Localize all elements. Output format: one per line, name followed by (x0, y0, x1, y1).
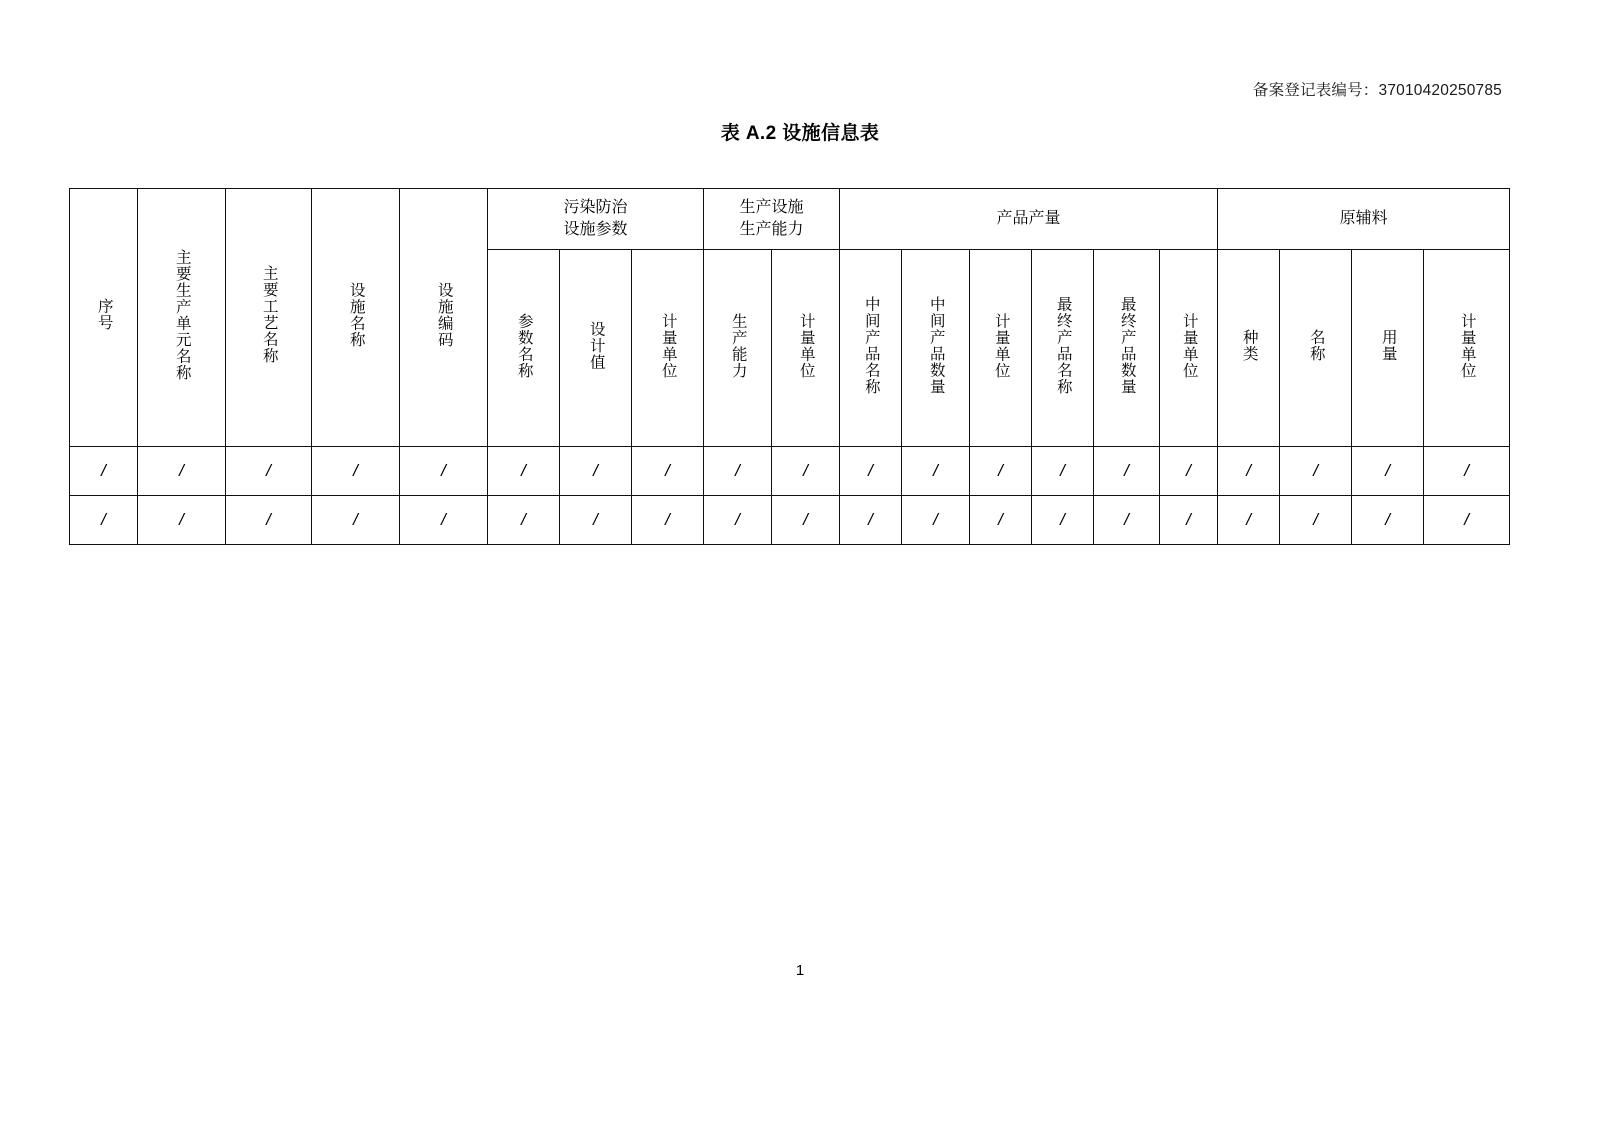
header-design-value (560, 250, 632, 447)
header-parameter-name-label: 参数名称 (515, 312, 533, 379)
cell-value: / (735, 510, 740, 529)
facility-info-table-wrapper (69, 188, 1509, 545)
cell (970, 496, 1032, 545)
page-number: 1 (795, 962, 805, 979)
cell (1218, 447, 1280, 496)
cell (138, 496, 226, 545)
cell (632, 447, 704, 496)
cell (560, 496, 632, 545)
header-unit-5-label: 计量单位 (1458, 312, 1476, 379)
facility-info-table (69, 188, 1510, 545)
header-main-production-unit-label: 主要生产单元名称 (173, 248, 191, 381)
cell (704, 496, 772, 545)
cell (1424, 447, 1510, 496)
header-group-pollution-control-line1: 污染防治 设施参数 (563, 199, 628, 238)
cell-value: / (933, 461, 938, 480)
header-capacity-label: 生产能力 (729, 312, 747, 379)
header-final-product-quantity-label: 最终产品数量 (1118, 296, 1136, 395)
cell-value: / (665, 510, 670, 529)
cell (226, 496, 312, 545)
cell-value: / (1124, 461, 1129, 480)
header-group-raw-materials-label: 原辅料 (1339, 210, 1388, 228)
header-index-label: 序号 (95, 298, 113, 331)
cell-value: / (179, 461, 184, 480)
header-unit-2-label: 计量单位 (797, 312, 815, 379)
cell (400, 447, 488, 496)
cell (1032, 447, 1094, 496)
cell (312, 447, 400, 496)
header-group-pollution-control (488, 189, 704, 250)
cell (1424, 496, 1510, 545)
cell-value: / (1464, 510, 1469, 529)
cell (1094, 447, 1160, 496)
header-index (70, 189, 138, 447)
header-parameter-name (488, 250, 560, 447)
registration-number: 备案登记表编号：37010420250785 (1252, 82, 1502, 99)
table-group-header-row (70, 189, 1510, 250)
cell (226, 447, 312, 496)
cell-value: / (868, 461, 873, 480)
header-material-category (1218, 250, 1280, 447)
cell-value: / (1313, 510, 1318, 529)
header-main-process-label: 主要工艺名称 (260, 265, 278, 364)
header-intermediate-product-name (840, 250, 902, 447)
cell-value: / (101, 461, 106, 480)
page-title: 表 A.2 设施信息表 (720, 123, 880, 144)
header-facility-code (400, 189, 488, 447)
header-group-production-capacity (704, 189, 840, 250)
header-material-name-label: 名称 (1307, 329, 1325, 362)
cell (1032, 496, 1094, 545)
cell (488, 496, 560, 545)
header-main-process (226, 189, 312, 447)
cell-value: / (803, 510, 808, 529)
cell-value: / (1124, 510, 1129, 529)
cell (1352, 496, 1424, 545)
cell (400, 496, 488, 545)
cell-value: / (179, 510, 184, 529)
header-unit-4-label: 计量单位 (1180, 312, 1198, 379)
cell (902, 447, 970, 496)
header-design-value-label: 设计值 (587, 320, 605, 371)
cell (560, 447, 632, 496)
header-unit-1-label: 计量单位 (659, 312, 677, 379)
header-group-raw-materials (1218, 189, 1510, 250)
header-unit-2 (772, 250, 840, 447)
cell-value: / (1186, 461, 1191, 480)
cell-value: / (441, 510, 446, 529)
header-material-amount (1352, 250, 1424, 447)
cell-value: / (868, 510, 873, 529)
cell-value: / (665, 461, 670, 480)
cell (632, 496, 704, 545)
cell-value: / (1060, 461, 1065, 480)
cell-value: / (593, 510, 598, 529)
header-intermediate-product-quantity (902, 250, 970, 447)
cell-value: / (998, 461, 1003, 480)
header-group-product-output (840, 189, 1218, 250)
cell (1218, 496, 1280, 545)
cell (70, 496, 138, 545)
cell (138, 447, 226, 496)
cell (840, 447, 902, 496)
cell-value: / (1385, 510, 1390, 529)
cell-value: / (1246, 461, 1251, 480)
header-final-product-quantity (1094, 250, 1160, 447)
cell-value: / (441, 461, 446, 480)
header-unit-3 (970, 250, 1032, 447)
cell-value: / (803, 461, 808, 480)
header-unit-3-label: 计量单位 (992, 312, 1010, 379)
cell-value: / (353, 510, 358, 529)
cell-value: / (1464, 461, 1469, 480)
cell-value: / (1060, 510, 1065, 529)
cell (1280, 496, 1352, 545)
header-group-production-capacity-line1: 生产设施 生产能力 (739, 199, 804, 238)
cell (1352, 447, 1424, 496)
cell (488, 447, 560, 496)
header-intermediate-product-quantity-label: 中间产品数量 (927, 296, 945, 395)
cell (1094, 496, 1160, 545)
cell-value: / (1186, 510, 1191, 529)
cell (902, 496, 970, 545)
cell (840, 496, 902, 545)
header-facility-name-label: 设施名称 (347, 281, 365, 348)
cell-value: / (1313, 461, 1318, 480)
header-capacity (704, 250, 772, 447)
cell-value: / (266, 461, 271, 480)
table-row (70, 496, 1510, 545)
cell-value: / (521, 461, 526, 480)
cell-value: / (521, 510, 526, 529)
header-group-product-output-label: 产品产量 (996, 210, 1061, 228)
cell (970, 447, 1032, 496)
cell-value: / (353, 461, 358, 480)
cell-value: / (266, 510, 271, 529)
header-main-production-unit (138, 189, 226, 447)
cell-value: / (933, 510, 938, 529)
cell-value: / (1246, 510, 1251, 529)
cell (70, 447, 138, 496)
cell-value: / (1385, 461, 1390, 480)
cell (1280, 447, 1352, 496)
header-material-name (1280, 250, 1352, 447)
header-material-category-label: 种类 (1240, 329, 1258, 362)
header-final-product-name-label: 最终产品名称 (1054, 296, 1072, 395)
header-intermediate-product-name-label: 中间产品名称 (862, 296, 880, 395)
cell (772, 496, 840, 545)
cell (772, 447, 840, 496)
cell (312, 496, 400, 545)
header-final-product-name (1032, 250, 1094, 447)
header-material-amount-label: 用量 (1379, 329, 1397, 362)
cell-value: / (998, 510, 1003, 529)
header-facility-name (312, 189, 400, 447)
table-row (70, 447, 1510, 496)
header-unit-1 (632, 250, 704, 447)
cell-value: / (735, 461, 740, 480)
cell-value: / (593, 461, 598, 480)
cell (704, 447, 772, 496)
cell (1160, 447, 1218, 496)
header-facility-code-label: 设施编码 (435, 281, 453, 348)
cell-value: / (101, 510, 106, 529)
cell (1160, 496, 1218, 545)
header-unit-4 (1160, 250, 1218, 447)
header-unit-5 (1424, 250, 1510, 447)
